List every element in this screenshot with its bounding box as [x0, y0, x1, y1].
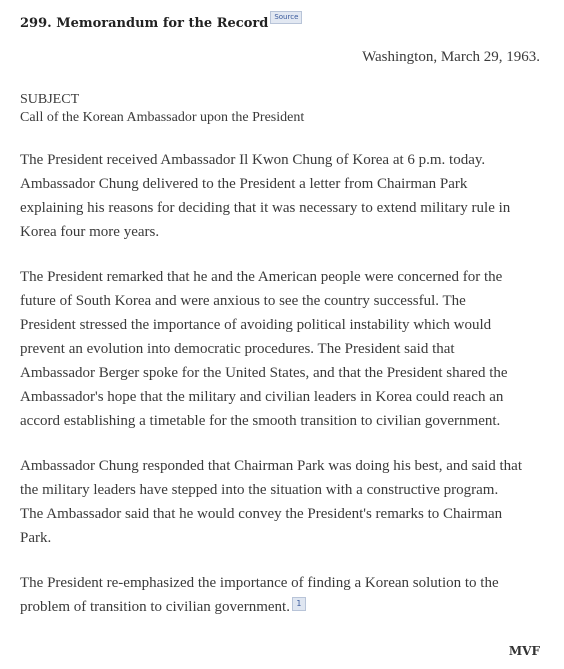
- paragraph-line: Ambassador Chung responded that Chairman Park was doing his best, and said that: [20, 458, 523, 474]
- subject-block: [20, 91, 304, 127]
- signature-initials: MVF: [508, 644, 540, 658]
- paragraph-2: [20, 265, 542, 433]
- paragraph-line: future of South Korea and were anxious to see the country successful. The: [20, 293, 466, 309]
- paragraph-line: The Ambassador said that he would convey the President's remarks to Chairman: [20, 506, 503, 522]
- paragraph-4: [20, 571, 542, 619]
- paragraph-line: prevent an evolution into democratic procedures. The President said that: [20, 341, 455, 357]
- paragraph-line: explaining his reasons for deciding that it was necessary to extend military rule in: [20, 200, 511, 216]
- paragraph-line: the military leaders have stepped into the situation with a constructive program.: [20, 482, 499, 498]
- subject-heading: SUBJECT: [20, 92, 80, 107]
- subject-text: Call of the Korean Ambassador upon the President: [20, 110, 305, 125]
- paragraph-line: Ambassador's hope that the military and civilian leaders in Korea could reach an: [20, 389, 504, 405]
- paragraph-line-text: problem of transition to civilian government.: [20, 599, 290, 615]
- source-link[interactable]: Source: [270, 11, 302, 24]
- paragraph-line: Park.: [20, 530, 52, 546]
- paragraph-line: Ambassador Chung delivered to the President a letter from Chairman Park: [20, 176, 468, 192]
- paragraph-3: [20, 454, 542, 550]
- paragraph-line: President stressed the importance of avoiding political instability which would: [20, 317, 492, 333]
- paragraph-1: [20, 148, 542, 244]
- paragraph-line: [20, 595, 542, 619]
- footnote-link[interactable]: 1: [292, 597, 306, 611]
- paragraph-line: Korea four more years.: [20, 224, 160, 240]
- paragraph-line: The President re-emphasized the importance of finding a Korean solution to the: [20, 575, 499, 591]
- paragraph-line: The President received Ambassador Il Kwon Chung of Korea at 6 p.m. today.: [20, 152, 486, 168]
- document-heading: [20, 12, 302, 31]
- paragraph-line: The President remarked that he and the American people were concerned for the: [20, 269, 503, 285]
- paragraph-line: accord establishing a timetable for the smooth transition to civilian government.: [20, 413, 501, 429]
- document-title: 299. Memorandum for the Record: [20, 16, 269, 31]
- dateline: Washington, March 29, 1963.: [362, 49, 540, 65]
- paragraph-line: Ambassador Berger spoke for the United States, and that the President shared the: [20, 365, 508, 381]
